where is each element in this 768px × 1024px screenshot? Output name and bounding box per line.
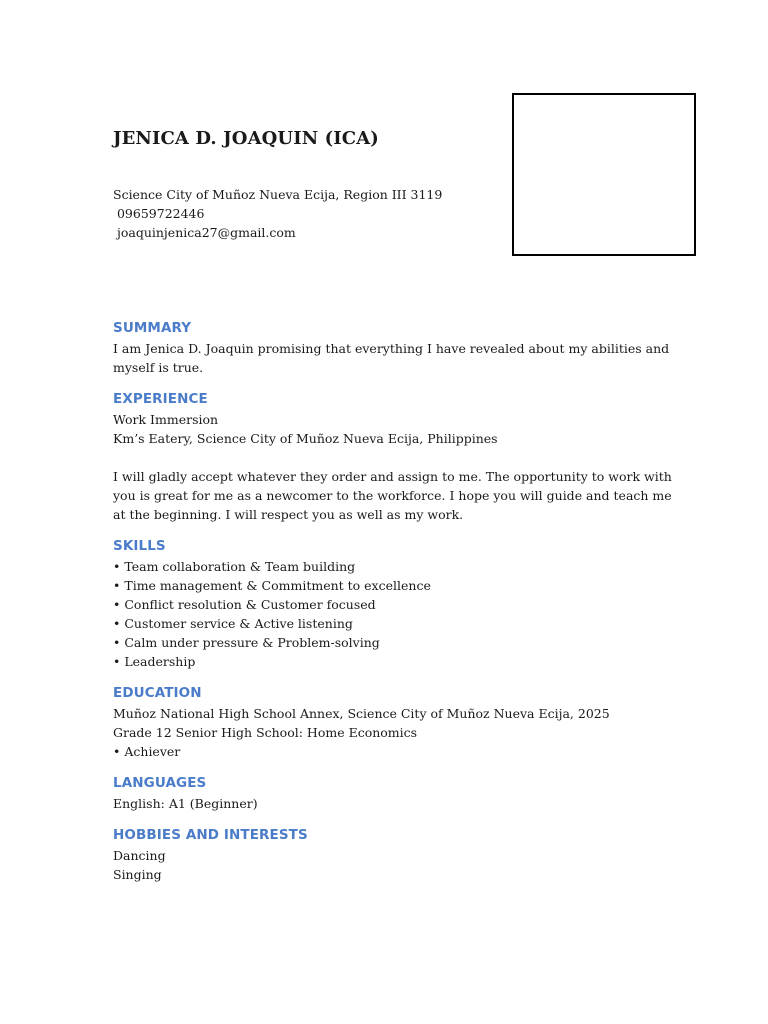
hobbies-heading: HOBBIES AND INTERESTS bbox=[113, 827, 308, 843]
languages-section bbox=[113, 775, 673, 813]
list-item: • Achiever bbox=[113, 742, 673, 761]
experience-role: Work Immersion bbox=[113, 412, 219, 427]
experience-description: I will gladly accept whatever they order and assign to me. The opportunity to work with you is great for me as a newcomer to the workforce. I hope you will guide and teach me at the beginning. I will respect you as well as my work. bbox=[113, 469, 672, 522]
education-heading: EDUCATION bbox=[113, 685, 202, 701]
photo-placeholder bbox=[512, 93, 696, 256]
education-school: Muñoz National High School Annex, Science City of Muñoz Nueva Ecija, 2025 bbox=[113, 706, 610, 721]
education-section bbox=[113, 685, 673, 761]
address-text: Science City of Muñoz Nueva Ecija, Region III 3119 bbox=[113, 187, 443, 202]
hobbies-section bbox=[113, 827, 673, 884]
contact-info bbox=[113, 185, 442, 242]
email-text: joaquinjenica27@gmail.com bbox=[113, 225, 296, 240]
education-list bbox=[113, 742, 673, 761]
skills-heading: SKILLS bbox=[113, 538, 166, 554]
experience-heading: EXPERIENCE bbox=[113, 391, 208, 407]
language-item: English: A1 (Beginner) bbox=[113, 796, 258, 811]
languages-heading: LANGUAGES bbox=[113, 775, 207, 791]
list-item: • Team collaboration & Team building bbox=[113, 557, 673, 576]
list-item: • Calm under pressure & Problem-solving bbox=[113, 633, 673, 652]
list-item: • Time management & Commitment to excellence bbox=[113, 576, 673, 595]
summary-text: I am Jenica D. Joaquin promising that everything I have revealed about my abilities and myself is true. bbox=[113, 341, 670, 375]
resume-body bbox=[113, 320, 673, 898]
hobby-item: Dancing bbox=[113, 848, 166, 863]
list-item: • Leadership bbox=[113, 652, 673, 671]
hobby-item: Singing bbox=[113, 867, 162, 882]
skills-list bbox=[113, 557, 673, 671]
experience-section bbox=[113, 391, 673, 524]
summary-heading: SUMMARY bbox=[113, 320, 192, 336]
education-grade: Grade 12 Senior High School: Home Economics bbox=[113, 725, 418, 740]
experience-place: Km’s Eatery, Science City of Muñoz Nueva Ecija, Philippines bbox=[113, 431, 498, 446]
spacer bbox=[113, 448, 673, 467]
list-item: • Customer service & Active listening bbox=[113, 614, 673, 633]
candidate-name: JENICA D. JOAQUIN (ICA) bbox=[113, 128, 379, 149]
phone-text: 09659722446 bbox=[113, 206, 205, 221]
skills-section bbox=[113, 538, 673, 671]
summary-section bbox=[113, 320, 673, 377]
list-item: • Conflict resolution & Customer focused bbox=[113, 595, 673, 614]
